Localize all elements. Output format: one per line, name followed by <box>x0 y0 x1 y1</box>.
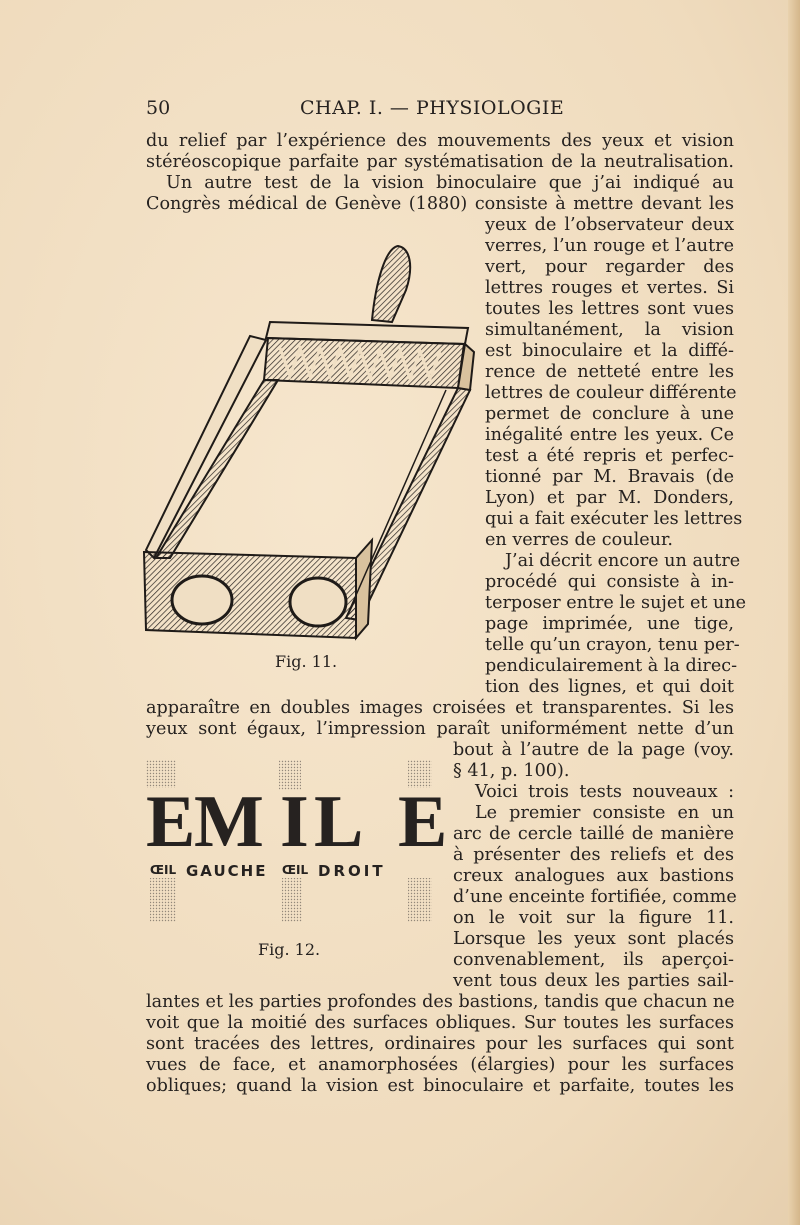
letter-e-left: E <box>146 781 198 863</box>
text-line: pendiculairement à la direc- <box>485 656 738 676</box>
text-line: Le premier consiste en un <box>475 803 734 823</box>
text-line: sont tracées des lettres, ordinaires pour les surfaces qui sont <box>146 1034 734 1054</box>
text-line: rence de netteté entre les <box>485 362 734 382</box>
text-line: vert, pour regarder des <box>485 257 734 277</box>
letter-e-right: E <box>398 781 450 863</box>
text-line: toutes les lettres sont vues <box>485 299 734 319</box>
text-line: page imprimée, une tige, <box>485 614 734 634</box>
label-oeil-right: ŒIL <box>282 863 309 877</box>
text-line: test a été repris et perfec- <box>485 446 734 466</box>
page-number: 50 <box>146 97 171 119</box>
text-line: simultanément, la vision <box>485 320 734 340</box>
text-line: lettres de couleur différente <box>485 383 737 403</box>
text-line: arc de cercle taillé de manière <box>453 824 734 844</box>
letter-m: M <box>194 781 266 863</box>
text-line: telle qu’un crayon, tenu per- <box>485 635 740 655</box>
figure-11-caption: Fig. 11. <box>275 652 338 671</box>
figure-12 <box>146 760 450 930</box>
text-line: terposer entre le sujet et une <box>485 593 747 613</box>
text-line: convenablement, ils aperçoi- <box>453 950 734 970</box>
text-line: yeux de l’observateur deux <box>485 215 734 235</box>
label-oeil-left: ŒIL <box>150 863 177 877</box>
text-line: on le voit sur la figure 11. <box>453 908 734 928</box>
text-line: vues de face, et anamorphosées (élargies) pour les surfaces <box>146 1055 734 1075</box>
label-gauche: GAUCHE <box>186 862 268 880</box>
text-line: d’une enceinte fortifiée, comme <box>453 887 737 907</box>
text-line: Lorsque les yeux sont placés <box>453 929 734 949</box>
text-line: inégalité entre les yeux. Ce <box>485 425 734 445</box>
text-line: Congrès médical de Genève (1880) consiste à mettre devant les <box>146 194 734 214</box>
letter-i: I <box>280 781 311 863</box>
text-line: permet de conclure à une <box>485 404 734 424</box>
text-line: creux analogues aux bastions <box>453 866 734 886</box>
text-line: du relief par l’expérience des mouvements des yeux et vision <box>146 131 734 151</box>
text-line: tionné par M. Bravais (de <box>485 467 734 487</box>
text-line: bout à l’autre de la page (voy. <box>453 740 734 760</box>
text-line: est binoculaire et la diffé- <box>485 341 734 361</box>
running-title: CHAP. I. — PHYSIOLOGIE <box>300 97 565 119</box>
text-line: verres, l’un rouge et l’autre <box>485 236 734 256</box>
text-line: stéréoscopique parfaite par systématisation de la neutralisation. <box>146 152 734 172</box>
text-line: apparaître en doubles images croisées et transparentes. Si les <box>146 698 734 718</box>
text-line: voit que la moitié des surfaces obliques. Sur toutes les surfaces <box>146 1013 734 1033</box>
page-edge <box>788 0 800 1225</box>
text-line: procédé qui consiste à in- <box>485 572 734 592</box>
figure-11-illustration <box>140 240 480 650</box>
text-line: lantes et les parties profondes des bastions, tandis que chacun ne <box>146 992 735 1012</box>
text-line: J’ai décrit encore un autre <box>505 551 741 571</box>
letter-l: L <box>314 781 366 863</box>
text-line: à présenter des reliefs et des <box>453 845 734 865</box>
text-line: lettres rouges et vertes. Si <box>485 278 734 298</box>
text-line: Un autre test de la vision binoculaire que j’ai indiqué au <box>166 173 734 193</box>
text-line: yeux sont égaux, l’impression paraît uniformément nette d’un <box>146 719 734 739</box>
figure-11 <box>140 240 480 650</box>
text-line: Lyon) et par M. Donders, <box>485 488 734 508</box>
text-line: Voici trois tests nouveaux : <box>475 782 734 802</box>
running-header <box>146 97 734 123</box>
figure-12-caption: Fig. 12. <box>258 940 321 959</box>
text-line: qui a fait exécuter les lettres <box>485 509 743 529</box>
text-line: § 41, p. 100). <box>453 761 570 781</box>
text-line: obliques; quand la vision est binoculaire et parfaite, toutes les <box>146 1076 734 1096</box>
label-droit: DROIT <box>318 862 386 880</box>
text-line: en verres de couleur. <box>485 530 674 550</box>
text-line: tion des lignes, et qui doit <box>485 677 734 697</box>
text-line: vent tous deux les parties sail- <box>453 971 734 991</box>
